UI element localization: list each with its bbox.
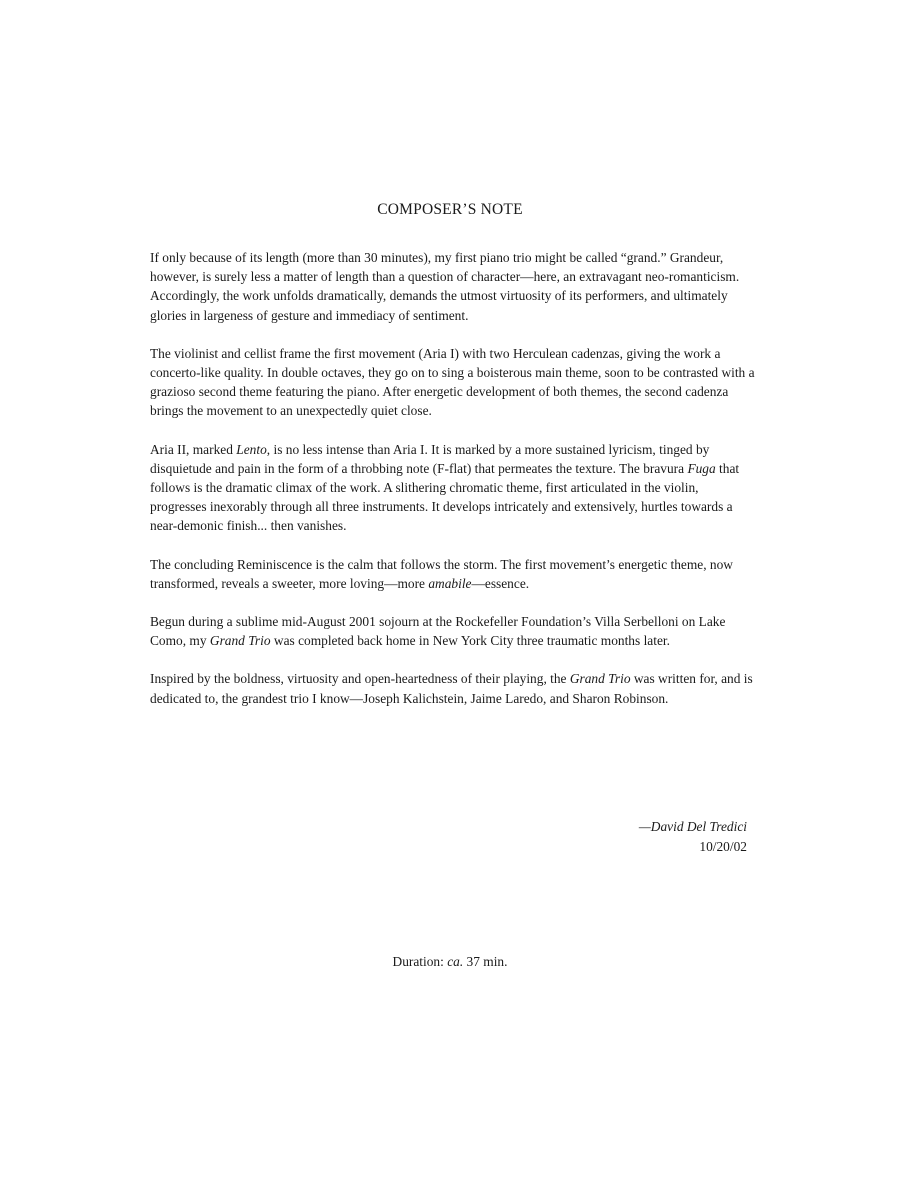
italic-term: amabile: [428, 575, 472, 591]
paragraph-text: Inspired by the boldness, virtuosity and open-heartedness of their playing, the: [150, 671, 570, 687]
paragraph-text: , is no less intense than Aria I. It is marked by a more sustained lyricism, tinged by disquietude and pain in the form of a throbbing note (F-flat) that permeates the texture. The bravura: [150, 441, 710, 476]
italic-term: Grand Trio: [209, 633, 271, 649]
paragraph-3: [150, 440, 755, 536]
paragraph-6: [150, 669, 755, 707]
paragraph-text: Begun during a sublime mid-August 2001 sojourn at the Rockefeller Foundation’s Villa Serbelloni on Lake Como, my: [150, 614, 726, 649]
paragraph-text: that follows is the dramatic climax of the work. A slithering chromatic theme, first articulated in the violin, progresses inexorably through all three instruments. It develops intricately and extensively, hurtles towards a near-demonic finish... then vanishes.: [150, 460, 740, 534]
paragraph-4: [150, 555, 755, 593]
page-title: COMPOSER’S NOTE: [377, 201, 523, 218]
italic-term: Grand Trio: [569, 671, 631, 687]
paragraph-text: was written for, and is dedicated to, the grandest trio I know—Joseph Kalichstein, Jaime Laredo, and Sharon Robinson.: [150, 671, 753, 706]
paragraph-text: —essence.: [471, 575, 530, 591]
duration-ca: ca.: [447, 954, 464, 969]
paragraph-text: was completed back home in New York City three traumatic months later.: [270, 633, 670, 649]
paragraph-text: Aria II, marked: [150, 441, 237, 457]
duration-line: [0, 954, 900, 970]
author-name: —David Del Tredici: [638, 819, 747, 834]
note-body: [150, 248, 755, 727]
paragraph-1: [150, 248, 755, 325]
italic-term: Fuga: [687, 460, 716, 476]
paragraph-2: [150, 344, 755, 421]
signature-block: [639, 817, 747, 856]
italic-term: Lento: [236, 441, 267, 457]
signature-date: 10/20/02: [699, 838, 747, 854]
duration-label: Duration:: [392, 954, 448, 969]
paragraph-text: The concluding Reminiscence is the calm that follows the storm. The first movement’s energetic theme, now transformed, reveals a sweeter, more loving—more: [150, 556, 733, 591]
paragraph-text: The violinist and cellist frame the first movement (Aria I) with two Herculean cadenzas, giving the work a concerto-like quality. In double octaves, they go on to sing a boisterous main theme, soon to be contrasted with a grazioso second theme featuring the piano. After energetic development of both themes, the second cadenza brings the movement to an unexpectedly quiet close.: [150, 345, 755, 419]
paragraph-5: [150, 612, 755, 650]
paragraph-text: If only because of its length (more than 30 minutes), my first piano trio might be called “grand.” Grandeur, however, is surely less a matter of length than a question of character—here, an extravagant neo-romanticism. Accordingly, the work unfolds dramatically, demands the utmost virtuosity of its performers, and ultimately glories in largeness of gesture and immediacy of sentiment.: [150, 250, 740, 323]
duration-value: 37 min.: [463, 954, 508, 969]
